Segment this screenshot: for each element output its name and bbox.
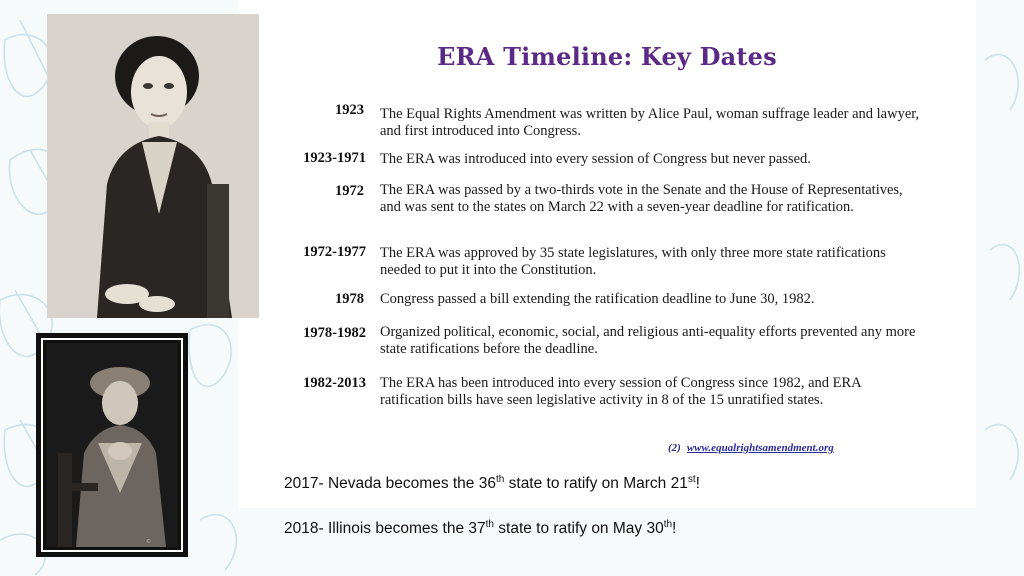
note-nevada xyxy=(284,474,700,493)
timeline-description: The Equal Rights Amendment was written by Alice Paul, woman suffrage leader and lawyer, and first introduced into Congress. xyxy=(380,106,920,139)
timeline-description: The ERA was introduced into every session of Congress but never passed. xyxy=(380,151,811,167)
timeline-description: The ERA was passed by a two-thirds vote in the Senate and the House of Representatives, and was sent to the states on March 22 with a seven-year deadline for ratification. xyxy=(380,182,903,215)
note-text: 2018- Illinois becomes the 37 xyxy=(284,520,486,538)
svg-text:©: © xyxy=(146,539,151,545)
note-text: 2017- Nevada becomes the 36 xyxy=(284,475,496,493)
source-ref: (2) xyxy=(668,442,681,454)
note-illinois xyxy=(284,519,676,538)
timeline-year: 1972 xyxy=(335,183,364,199)
note-superscript: th xyxy=(663,519,673,530)
source-citation xyxy=(668,442,834,454)
timeline-description: The ERA was approved by 35 state legislatures, with only three more state ratifications needed to put it into the Constitution. xyxy=(380,245,886,278)
timeline-description: Congress passed a bill extending the ratification deadline to June 30, 1982. xyxy=(380,291,815,307)
timeline-year: 1978 xyxy=(335,291,364,307)
note-text: state to ratify on May 30 xyxy=(493,520,664,538)
timeline-year: 1978-1982 xyxy=(303,325,366,341)
timeline-year: 1972-1977 xyxy=(303,244,366,260)
portrait-photo-alice-paul xyxy=(47,14,259,318)
source-link[interactable]: www.equalrightsamendment.org xyxy=(686,442,834,454)
timeline-description: Organized political, economic, social, and religious anti-equality efforts prevented any more state ratifications before the deadline. xyxy=(380,324,916,357)
note-text: ! xyxy=(672,520,677,538)
timeline-year: 1923 xyxy=(335,102,364,118)
note-text: state to ratify on March 21 xyxy=(504,475,688,493)
note-superscript: st xyxy=(687,474,696,485)
timeline-year: 1923-1971 xyxy=(303,150,366,166)
slide-title: ERA Timeline: Key Dates xyxy=(437,42,777,71)
note-text: ! xyxy=(695,475,700,493)
timeline-year: 1982-2013 xyxy=(303,375,366,391)
note-superscript: th xyxy=(485,519,494,530)
note-superscript: th xyxy=(495,474,505,485)
timeline-description: The ERA has been introduced into every session of Congress since 1982, and ERA ratification bills have seen legislative activity in 8 of the 15 unratified states. xyxy=(380,375,861,408)
vintage-portrait-photo xyxy=(36,333,188,557)
